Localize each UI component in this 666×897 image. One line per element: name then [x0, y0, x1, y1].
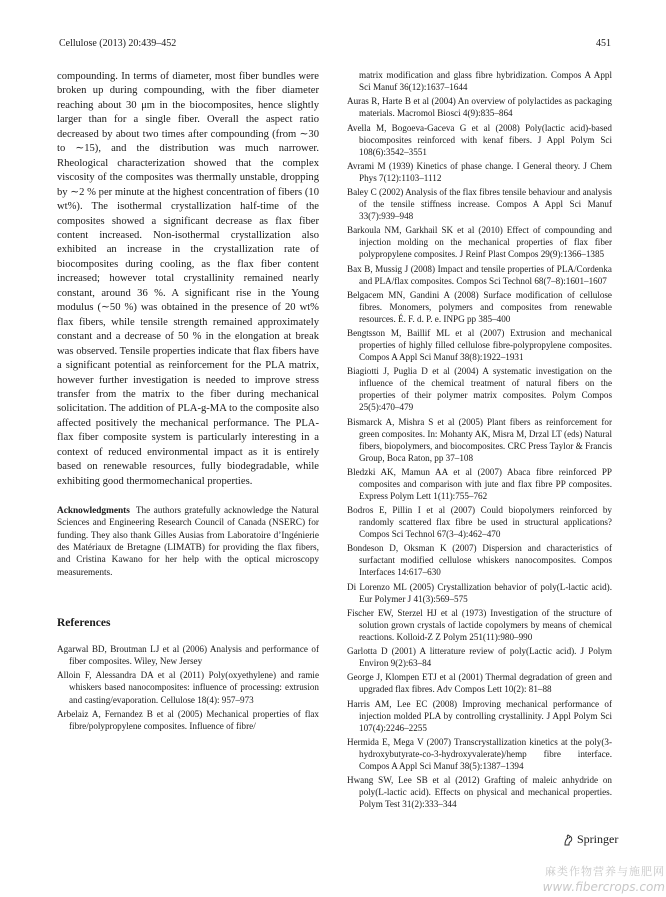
page-number: 451 — [596, 38, 611, 49]
reference-item: Belgacem MN, Gandini A (2008) Surface modification of cellulose fibres. Monomers, polymers and composites from renewable resources. É. F. d. P. e. INPG pp 385–400 — [347, 289, 612, 324]
reference-item: Alloin F, Alessandra DA et al (2011) Poly(oxyethylene) and ramie whiskers based nanocomposites: influence of processing: extrusion and casting/evaporation. Cellulose 18(4): 957–973 — [57, 670, 319, 705]
reference-item: Fischer EW, Sterzel HJ et al (1973) Investigation of the structure of solution grown crystals of lactide copolymers by means of chemical reactions. Kolloid-Z Z Polym 251(11):980–990 — [347, 607, 612, 642]
watermark-chinese: 麻类作物营养与施肥网 — [545, 865, 665, 878]
acknowledgments-title: Acknowledgments — [57, 506, 130, 517]
acknowledgments-text: The authors gratefully acknowledge the Natural Sciences and Engineering Research Council of Canada (NSERC) for funding. They also thank Gilles Ausias from Laboratoire d’Ingénierie des Matériaux de Bretagne (LIMATB) for providing the flax fibers, and Cristina Kawano for her help with the optical microscopy measurements. — [57, 506, 319, 578]
acknowledgments-paragraph — [57, 505, 319, 579]
references-heading: References — [57, 616, 111, 629]
reference-continuation: matrix modification and glass fibre hybridization. Compos A Appl Sci Manuf 36(12):1637–1644 — [359, 70, 612, 92]
reference-item: Barkoula NM, Garkhail SK et al (2010) Effect of compounding and injection molding on the mechanical properties of flax fiber polypropylene composites. J Reinf Plast Compos 29(9):1366–1385 — [347, 225, 612, 260]
references-list-left — [57, 643, 319, 732]
left-column — [57, 70, 319, 734]
reference-item: Avella M, Bogoeva-Gaceva G et al (2008) Poly(lactic acid)-based biocomposites reinforced with kenaf fibers. J Appl Polym Sci 108(6):3542–3551 — [347, 122, 612, 157]
journal-citation: Cellulose (2013) 20:439–452 — [59, 38, 177, 49]
reference-item: Auras R, Harte B et al (2004) An overview of polylactides as packaging materials. Macromol Biosci 4(9):835–864 — [347, 96, 612, 119]
reference-item: Bondeson D, Oksman K (2007) Dispersion and characteristics of surfactant modified cellulose whiskers nanocomposites. Compos Interfaces 14:617–630 — [347, 543, 612, 578]
reference-item: Arbelaiz A, Fernandez B et al (2005) Mechanical properties of flax fibre/polypropylene composites. Influence of fibre/ — [57, 708, 319, 732]
reference-item: Bodros E, Pillin I et al (2007) Could biopolymers reinforced by randomly scattered flax fibre be used in structural applications? Compos Sci Technol 67(3–4):462–470 — [347, 505, 612, 539]
conclusion-paragraph: compounding. In terms of diameter, most fiber bundles were broken up during compounding, with the fiber diameter reaching about 30 μm in the biocomposites, hence slightly larger than for a single fiber. Overall the aspect ratio decreased by about two times after compounding (from ∼30 to ∼15), and the distribution was much narrower. Rheological characterization showed that the complex viscosity of the composites was thermally unstable, dropping by ∼2 % per minute at the highest concentration of fibers (10 wt%). The isothermal crystallization half-time of the composites showed a significant decrease as flax fiber content increased. Non-isothermal crystallization also exhibited an increase in the crystallization rate of biocomposites during cooling, as the flax fiber content increased; however total crystallinity remained nearly constant, around 36 %. A significant rise in the Young modulus (∼50 %) was obtained in the presence of 20 wt% flax fibers, while tensile strength remained approximately constant and a decrease of 50 % in the elongation at break was observed. Tensile properties indicate that flax fibers have a significant potential as reinforcement for the PLA matrix, however further investigation is needed to improve stress transfer from the matrix to the fiber during mechanical solicitation. The addition of PLA-g-MA to the composite also affected positively the mechanical performance. The PLA-flax fiber composite system is particularly interesting in a context of reduced environmental impact as it is entirely based on renewable resources, fully biodegradable, while exhibiting good thermomechanical properties. — [57, 71, 319, 487]
watermark-url: www.fibercrops.com — [542, 880, 665, 894]
references-list-right — [347, 70, 612, 811]
springer-horse-icon — [563, 834, 574, 846]
reference-item: Bax B, Mussig J (2008) Impact and tensile properties of PLA/Cordenka and PLA/flax composites. Compos Sci Technol 68(7–8):1601–1607 — [347, 263, 612, 286]
watermark — [525, 863, 665, 894]
reference-item: Biagiotti J, Puglia D et al (2004) A systematic investigation on the influence of the chemical treatment of natural fibers on the properties of their polymer matrix composites. Polym Compos 25(5):470–479 — [347, 366, 612, 413]
reference-item: Bengtsson M, Baillif ML et al (2007) Extrusion and mechanical properties of highly filled cellulose fibre-polypropylene composites. Compos A Appl Sci Manuf 38(8):1922–1931 — [347, 328, 612, 363]
reference-item: Di Lorenzo ML (2005) Crystallization behavior of poly(L-lactic acid). Eur Polymer J 41(3):569–575 — [347, 581, 612, 604]
reference-item: Hermida E, Mega V (2007) Transcrystallization kinetics at the poly(3-hydroxybutyrate-co-3-hydroxyvalerate)/hemp fibre interface. Compos A Appl Sci Manuf 38(5):1387–1394 — [347, 736, 612, 771]
reference-item: Garlotta D (2001) A litterature review of poly(Lactic acid). J Polym Environ 9(2):63–84 — [347, 646, 612, 669]
publisher-name: Springer — [577, 832, 619, 846]
reference-item: Hwang SW, Lee SB et al (2012) Grafting of maleic anhydride on poly(L-lactic acid). Effects on physical and mechanical properties. Polym Test 31(2):333–344 — [347, 775, 612, 810]
reference-item: Bledzki AK, Mamun AA et al (2007) Abaca fibre reinforced PP composites and comparison with jute and flax fibre PP composites. Express Polym Lett 1(11):755–762 — [347, 466, 612, 501]
reference-item: Harris AM, Lee EC (2008) Improving mechanical performance of injection molded PLA by controlling crystallinity. J Appl Polym Sci 107(4):2246–2255 — [347, 698, 612, 733]
reference-item: Baley C (2002) Analysis of the flax fibres tensile behaviour and analysis of the tensile stiffness increase. Compos A Appl Sci Manuf 33(7):939–948 — [347, 187, 612, 222]
running-header — [59, 38, 611, 52]
reference-item: Agarwal BD, Broutman LJ et al (2006) Analysis and performance of fiber composites. Wiley, New Jersey — [57, 643, 319, 667]
right-column — [347, 70, 612, 813]
reference-item: Avrami M (1939) Kinetics of phase change. I General theory. J Chem Phys 7(12):1103–1112 — [347, 160, 612, 183]
reference-item: Bismarck A, Mishra S et al (2005) Plant fibers as reinforcement for green composites. In: Mohanty AK, Misra M, Drzal LT (eds) Natural fibers, biopolymers, and biocomposites. CRC Press Taylor & Francis Group, Boca Raton, pp 37–108 — [347, 416, 612, 463]
publisher-logo — [563, 832, 618, 847]
reference-item: George J, Klompen ETJ et al (2001) Thermal degradation of green and upgraded flax fibres. Adv Compos Lett 10(2): 81–88 — [347, 672, 612, 695]
